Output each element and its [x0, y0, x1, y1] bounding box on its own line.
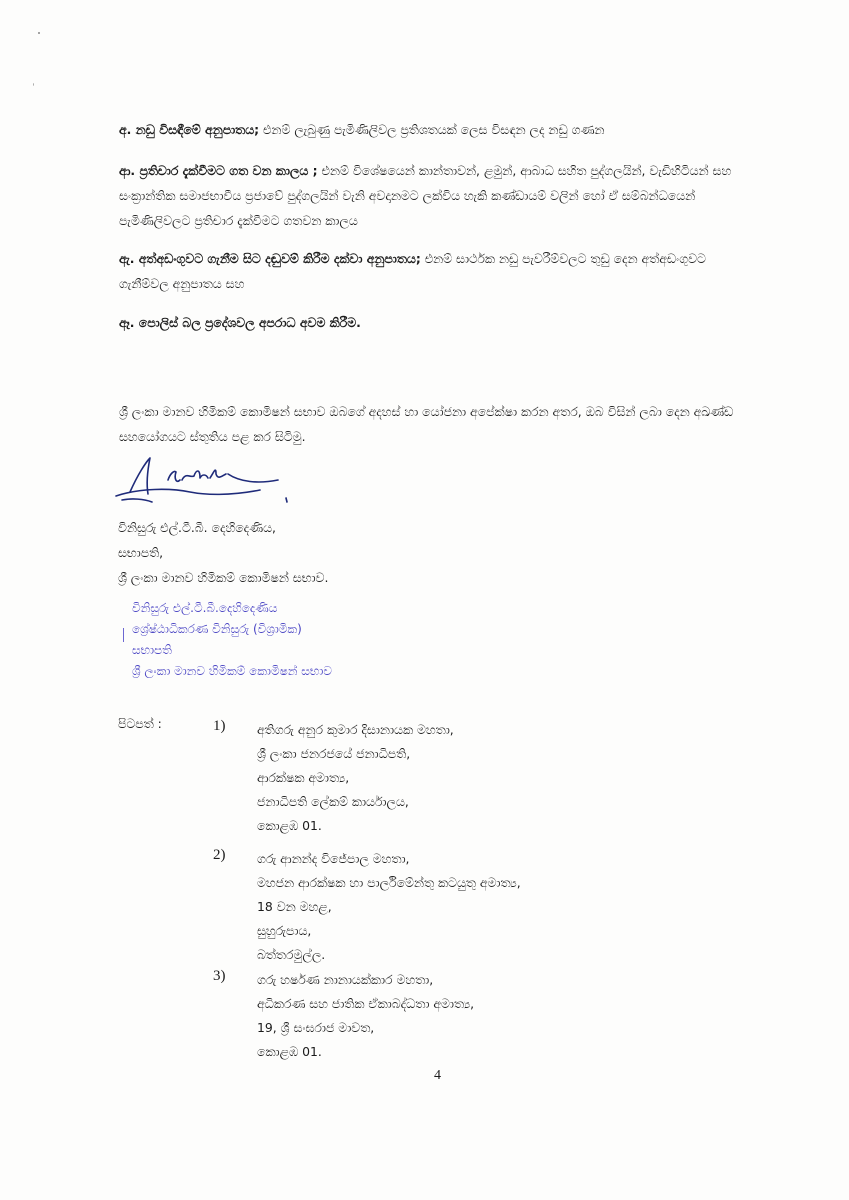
criteria-paragraph-aee [119, 310, 739, 335]
page-number: 4 [434, 1068, 441, 1083]
signature-image [110, 452, 300, 508]
criteria-paragraph-aa [119, 158, 739, 233]
address-line: කොළඹ 01. [257, 1044, 322, 1059]
stamp-line: ශ්‍රී ලංකා මානව හිමිකම් කොමිෂන් සභාව [132, 664, 332, 678]
scan-speck [38, 32, 40, 34]
address-line: 18 වන මහළ, [257, 899, 332, 914]
copy-number: 1) [213, 718, 226, 734]
criteria-text: එනම් විශේෂයෙන් කාන්තාවන්, ළමුන්, ආබාධ සහිත පුද්ගලයින්, වැඩිහිටියන් සහ සංක්‍රාන්තික සමාජභාවීය ප්‍රජාවේ පුද්ගලයින් වැනි අවදානමට ලක්විය හැකි කණ්ඩායම් වලින් හෝ ඒ සම්බන්ධයෙන් පැමිණිලිවලට ප්‍රතිචාර දැක්වීමට ගතවන කාලය [119, 163, 732, 228]
address-line: ගරු හර්ෂණ නානායක්කාර මහතා, [257, 972, 434, 987]
signatory-block [118, 515, 328, 590]
copy-number: 2) [213, 847, 226, 863]
copy-address [257, 968, 677, 1064]
criteria-lead: අ. නඩු විසඳීමේ අනුපාතය; [119, 122, 260, 137]
signatory-organisation: ශ්‍රී ලංකා මානව හිමිකම් කොමිෂන් සභාව. [118, 570, 329, 585]
closing-paragraph: ශ්‍රී ලංකා මානව හිමිකම් කොමිෂන් සභාව ඔබගේ අදහස් හා යෝජනා අපේක්ෂා කරන අතර, ඔබ විසින් ලබා දෙන අඛණ්ඩ සහයෝගයට ස්තුතිය පළ කර සිටිමු. [119, 404, 734, 444]
address-line: බත්තරමුල්ල. [257, 947, 326, 962]
address-line: සුහුරුපාය, [257, 923, 312, 938]
stamp-line: විනිසුරු එල්.ටී.බී.දෙහිදෙණිය [132, 601, 278, 615]
criteria-lead: ආ. ප්‍රතිචාර දැක්වීමට ගත වන කාලය ; [119, 163, 318, 178]
criteria-lead: ඇ. අත්අඩංගුවට ගැනීම සිට දඬුවම් කිරීම දක්වා අනුපාතය; [119, 251, 421, 266]
address-line: කොළඹ 01. [257, 818, 322, 833]
official-stamp [132, 598, 332, 682]
criteria-lead: ඈ. පොලිස් බල ප්‍රදේශවල අපරාධ අවම කිරීම. [119, 315, 361, 330]
address-line: අතිගරු අනුර කුමාර දිසානායක මහතා, [257, 722, 454, 737]
address-line: ආරක්ෂක අමාත්‍ය, [257, 770, 350, 785]
copy-number: 3) [213, 968, 226, 984]
stamp-line: ශ්‍රේෂ්ඨාධිකරණ විනිසුරු (විශ්‍රාමික) [132, 622, 302, 636]
criteria-paragraph-ae [119, 246, 739, 296]
handwritten-signature [110, 452, 300, 508]
stamp-line: සභාපති [132, 643, 172, 657]
criteria-text: එනම් සාර්ථක නඩු පැවරීම්වලට තුඩු දෙන අත්අඩංගුවට ගැනීම්වල අනුපාතය සහ [119, 251, 706, 291]
address-line: ශ්‍රී ලංකා ජනරජයේ ජනාධිපති, [257, 746, 411, 761]
criteria-text: එනම් ලැබුණු පැමිණිලිවල ප්‍රතිශතයක් ලෙස විසඳන ලද නඩු ගණන [259, 122, 605, 137]
copy-address [257, 718, 677, 838]
scan-speck [33, 83, 34, 86]
criteria-paragraph-a [119, 117, 739, 142]
address-line: මහජන ආරක්ෂක හා පාර්ලිමේන්තු කටයුතු අමාත්‍ය, [257, 875, 521, 890]
address-line: ජනාධිපති ලේකම් කාර්යාලය, [257, 794, 409, 809]
signatory-title: සභාපති, [118, 545, 164, 560]
stamp-mark [123, 628, 124, 642]
address-line: අධිකරණ සහ ජාතික ඒකාබද්ධතා අමාත්‍ය, [257, 996, 475, 1011]
copy-address [257, 847, 677, 967]
copies-label: පිටපත් : [118, 716, 162, 731]
signatory-name: විනිසුරු එල්.ටී.බී. දෙහිදෙණිය, [118, 520, 276, 535]
address-line: ගරු ආනන්ද විජේපාල මහතා, [257, 851, 410, 866]
address-line: 19, ශ්‍රී සංඝරාජ මාවත, [257, 1020, 375, 1035]
